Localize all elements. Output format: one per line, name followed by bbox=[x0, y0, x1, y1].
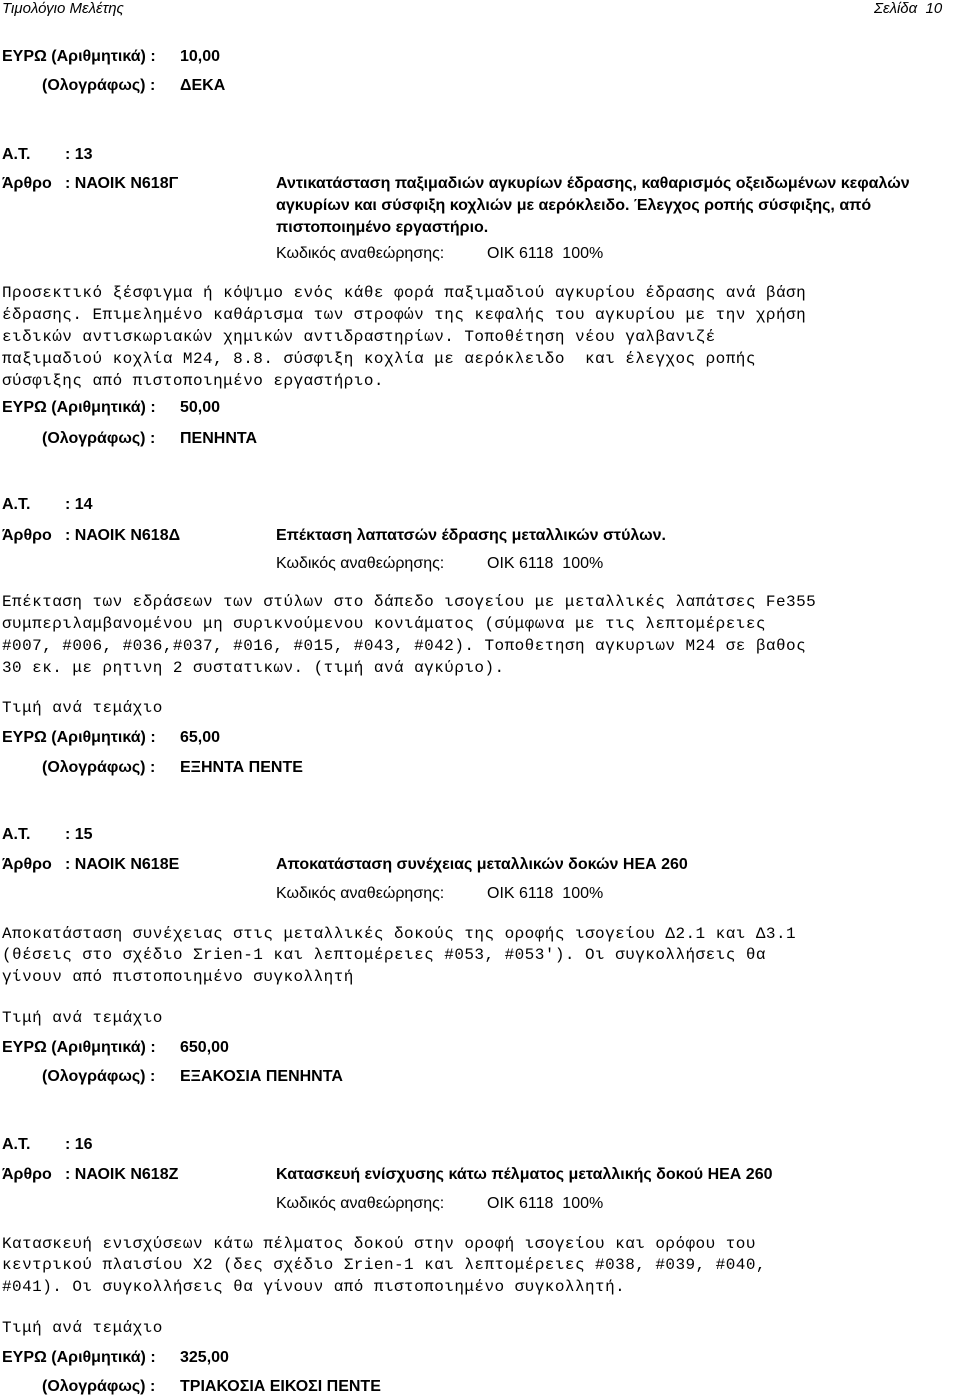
price-words-label: (Ολογράφως) : bbox=[42, 77, 156, 94]
price-numeric-label: ΕΥΡΩ (Αριθμητικά) : bbox=[2, 48, 156, 65]
price-words-label: (Ολογράφως) : bbox=[42, 1068, 156, 1085]
revision-code-label: Κωδικός αναθεώρησης: bbox=[276, 1195, 445, 1212]
item-at-number: : 16 bbox=[65, 1136, 93, 1153]
item-description-line: #041). Οι συγκολλήσεις θα γίνουν από πιστοποιημένο συγκολλητή. bbox=[2, 1278, 626, 1296]
item-at-number: : 15 bbox=[65, 826, 93, 843]
price-words-value: ΔΕΚΑ bbox=[180, 77, 226, 94]
revision-code-value: ΟΙΚ 6118 100% bbox=[487, 245, 604, 262]
revision-code-label: Κωδικός αναθεώρησης: bbox=[276, 885, 445, 902]
price-words-value: ΕΞΑΚΟΣΙΑ ΠΕΝΗΝΤΑ bbox=[180, 1068, 343, 1085]
header-page-number: Σελίδα 10 bbox=[874, 0, 943, 17]
item-description-line: κεντρικού πλαισίου Χ2 (δες σχέδιο Σrien-1 και λεπτομέρειες #038, #039, #040, bbox=[2, 1256, 766, 1274]
item-description-line: #007, #006, #036,#037, #016, #015, #043, #042). Τοποθετηση αγκυριων Μ24 σε βαθος bbox=[2, 637, 807, 655]
revision-code-value: ΟΙΚ 6118 100% bbox=[487, 555, 604, 572]
item-at-label: Α.Τ. bbox=[2, 146, 31, 163]
item-description-line: (θέσεις στο σχέδιο Σrien-1 και λεπτομέρειες #053, #053'). Οι συγκολλήσεις θα bbox=[2, 946, 766, 964]
item-article-label: Άρθρο bbox=[2, 1166, 52, 1183]
item-description-line: συμπεριλαμβανομένου μη συρικνούμενου κονιάματος (σύμφωνα με τις λεπτομέρειες bbox=[2, 615, 766, 633]
item-article-label: Άρθρο bbox=[2, 175, 52, 192]
item-description-line: 30 εκ. με ρητινη 2 συστατικων. (τιμή ανά αγκύριο). bbox=[2, 659, 505, 677]
price-numeric-value: 10,00 bbox=[180, 48, 221, 65]
item-description-line: Επέκταση των εδράσεων των στύλων στο δάπεδο ισογείου με μεταλλικές λαπάτσες Fe355 bbox=[2, 593, 817, 611]
item-at-label: Α.Τ. bbox=[2, 1136, 31, 1153]
revision-code-label: Κωδικός αναθεώρησης: bbox=[276, 555, 445, 572]
price-numeric-label: ΕΥΡΩ (Αριθμητικά) : bbox=[2, 1349, 156, 1366]
price-numeric-value: 65,00 bbox=[180, 729, 221, 746]
item-description-line: Αποκατάσταση συνέχειας στις μεταλλικές δοκούς της οροφής ισογείου Δ2.1 και Δ3.1 bbox=[2, 925, 797, 943]
item-at-number: : 14 bbox=[65, 496, 93, 513]
item-description-line: Κατασκευή ενισχύσεων κάτω πέλματος δοκού στην οροφή ισογείου και ορόφου του bbox=[2, 1235, 756, 1253]
price-numeric-label: ΕΥΡΩ (Αριθμητικά) : bbox=[2, 729, 156, 746]
price-numeric-label: ΕΥΡΩ (Αριθμητικά) : bbox=[2, 399, 156, 416]
price-words-label: (Ολογράφως) : bbox=[42, 430, 156, 447]
revision-code-value: ΟΙΚ 6118 100% bbox=[487, 885, 604, 902]
item-at-label: Α.Τ. bbox=[2, 826, 31, 843]
item-article-label: Άρθρο bbox=[2, 527, 52, 544]
item-article-code: : ΝΑΟΙΚ Ν618Ε bbox=[65, 856, 180, 873]
item-title: Κατασκευή ενίσχυσης κάτω πέλματος μεταλλικής δοκού ΗΕΑ 260 bbox=[276, 1166, 773, 1183]
price-words-value: ΠΕΝΗΝΤΑ bbox=[180, 430, 258, 447]
item-article-code: : ΝΑΟΙΚ Ν618Ζ bbox=[65, 1166, 179, 1183]
price-words-label: (Ολογράφως) : bbox=[42, 759, 156, 776]
item-title: Αντικατάσταση παξιμαδιών αγκυρίων έδρασης, καθαρισμός οξειδωμένων κεφαλών αγκυρίων και σύσφιξη κοχλιών με αερόκλειδο. Έλεγχος ροπής σύσφιξης, από πιστοποιημένο εργαστήριο. bbox=[276, 175, 910, 236]
unit-price-note: Τιμή ανά τεμάχιο bbox=[2, 1319, 163, 1337]
price-numeric-label: ΕΥΡΩ (Αριθμητικά) : bbox=[2, 1039, 156, 1056]
item-at-number: : 13 bbox=[65, 146, 93, 163]
item-description-line: παξιμαδιού κοχλία Μ24, 8.8. σύσφιξη κοχλία με αερόκλειδο και έλεγχος ροπής bbox=[2, 350, 756, 368]
price-words-value: ΤΡΙΑΚΟΣΙΑ ΕΙΚΟΣΙ ΠΕΝΤΕ bbox=[180, 1378, 381, 1395]
item-description-line: ειδικών αντισκωριακών χημικών αντιδραστηρίων. Τοποθέτηση νέου γαλβανιζέ bbox=[2, 328, 716, 346]
item-article-code: : ΝΑΟΙΚ Ν618Γ bbox=[65, 175, 179, 192]
price-words-label: (Ολογράφως) : bbox=[42, 1378, 156, 1395]
revision-code-value: ΟΙΚ 6118 100% bbox=[487, 1195, 604, 1212]
price-words-value: ΕΞΗΝΤΑ ΠΕΝΤΕ bbox=[180, 759, 303, 776]
price-numeric-value: 650,00 bbox=[180, 1039, 229, 1056]
item-at-label: Α.Τ. bbox=[2, 496, 31, 513]
item-article-label: Άρθρο bbox=[2, 856, 52, 873]
item-description-line: Προσεκτικό ξέσφιγμα ή κόψιμο ενός κάθε φορά παξιμαδιού αγκυρίου έδρασης ανά βάση bbox=[2, 284, 807, 302]
item-title: Αποκατάσταση συνέχειας μεταλλικών δοκών ΗΕΑ 260 bbox=[276, 856, 688, 873]
revision-code-label: Κωδικός αναθεώρησης: bbox=[276, 245, 445, 262]
header-doc-title: Τιμολόγιο Μελέτης bbox=[2, 0, 124, 17]
unit-price-note: Τιμή ανά τεμάχιο bbox=[2, 1009, 163, 1027]
price-numeric-value: 325,00 bbox=[180, 1349, 229, 1366]
item-description-line: έδρασης. Επιμελημένο καθάρισμα των στροφών της κεφαλής του αγκυρίου με την χρήση bbox=[2, 306, 807, 324]
item-description-line: γίνουν από πιστοποιημένο συγκολλητή bbox=[2, 968, 354, 986]
unit-price-note: Τιμή ανά τεμάχιο bbox=[2, 699, 163, 717]
item-article-code: : ΝΑΟΙΚ Ν618Δ bbox=[65, 527, 181, 544]
price-numeric-value: 50,00 bbox=[180, 399, 221, 416]
item-description-line: σύσφιξης από πιστοποιημένο εργαστήριο. bbox=[2, 372, 384, 390]
item-title: Επέκταση λαπατσών έδρασης μεταλλικών στύλων. bbox=[276, 527, 666, 544]
